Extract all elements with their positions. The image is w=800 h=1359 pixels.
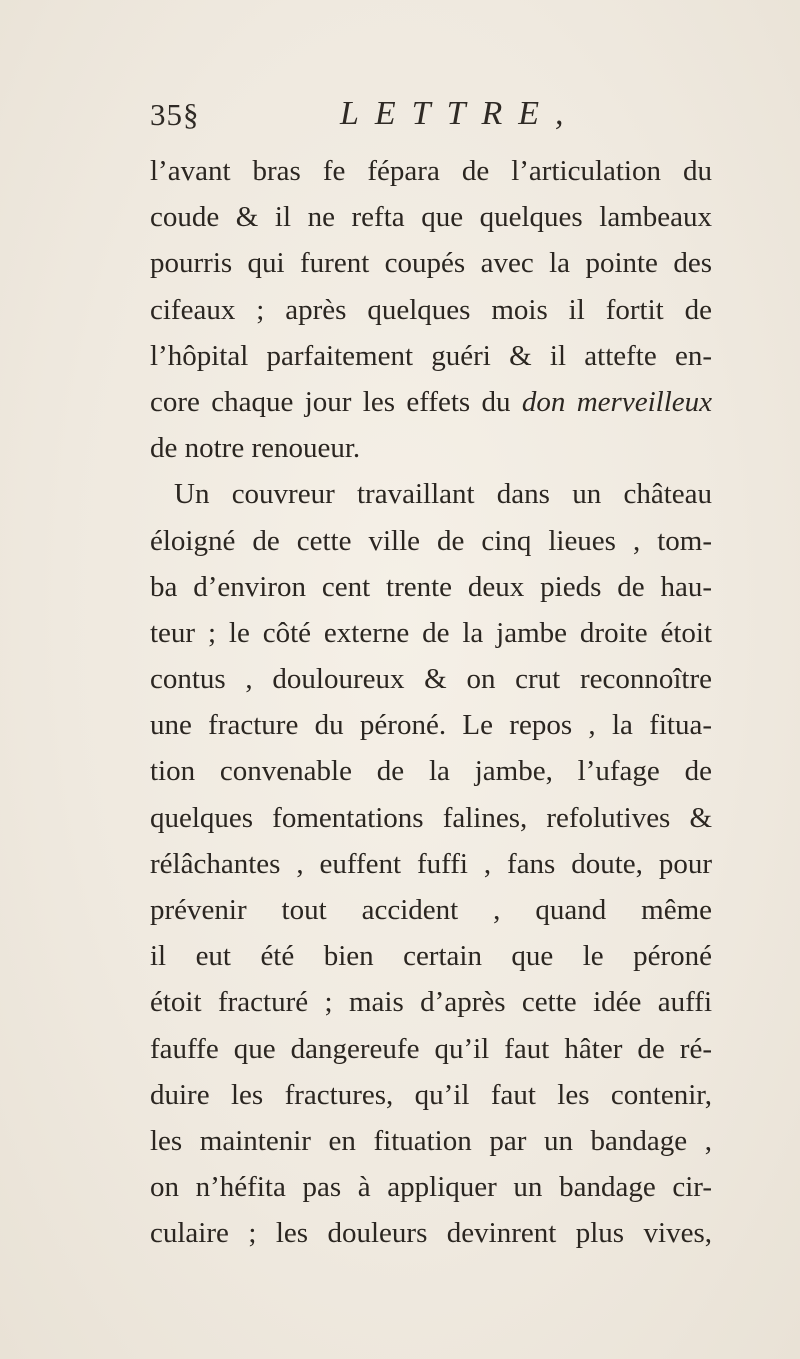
text-line: étoit fracturé ; mais d’après cette idée auffi <box>150 986 712 1019</box>
text-line: il eut été bien certain que le péroné <box>150 940 712 973</box>
text-line: duire les fractures, qu’il faut les contenir, <box>150 1078 712 1111</box>
text-line: une fracture du péroné. Le repos , la fitua- <box>150 709 712 742</box>
page-header <box>150 95 710 145</box>
text-line: les maintenir en fituation par un bandage , <box>150 1124 712 1157</box>
text-line-start: core chaque jour les effets du <box>150 385 511 418</box>
text-line: éloigné de cette ville de cinq lieues , tom- <box>150 524 712 557</box>
paragraph-start-line: Un couvreur travaillant dans un château <box>174 478 712 511</box>
text-line: de notre renoueur. <box>150 432 361 465</box>
text-line: coude & il ne refta que quelques lambeaux <box>150 201 712 234</box>
text-line: culaire ; les douleurs devinrent plus vives, <box>150 1217 712 1250</box>
text-line: prévenir tout accident , quand même <box>150 894 712 926</box>
text-line: fauffe que dangereufe qu’il faut hâter de ré- <box>150 1032 712 1065</box>
text-line: contus , douloureux & on crut reconnoître <box>150 663 712 696</box>
text-line: rélâchantes , euffent fuffi , fans doute, pour <box>150 847 712 880</box>
page-number: 35§ <box>150 97 200 132</box>
text-line: ba d’environ cent trente deux pieds de hau- <box>150 570 712 603</box>
text-line: on n’héfita pas à appliquer un bandage cir- <box>150 1171 712 1204</box>
text-line: l’hôpital parfaitement guéri & il attefte en- <box>150 339 712 372</box>
italic-phrase: don merveilleux <box>521 385 712 418</box>
text-line-with-italic <box>150 379 712 425</box>
running-title: LETTRE, <box>340 95 580 132</box>
text-line: pourris qui furent coupés avec la pointe des <box>150 247 712 280</box>
text-line: quelques fomentations falines, refolutives & <box>150 801 712 834</box>
body-text <box>150 148 712 1257</box>
text-line: l’avant bras fe fépara de l’articulation du <box>150 155 712 187</box>
text-line: tion convenable de la jambe, l’ufage de <box>150 755 712 788</box>
text-line: cifeaux ; après quelques mois il fortit de <box>150 293 712 326</box>
text-line: teur ; le côté externe de la jambe droite étoit <box>150 616 712 649</box>
